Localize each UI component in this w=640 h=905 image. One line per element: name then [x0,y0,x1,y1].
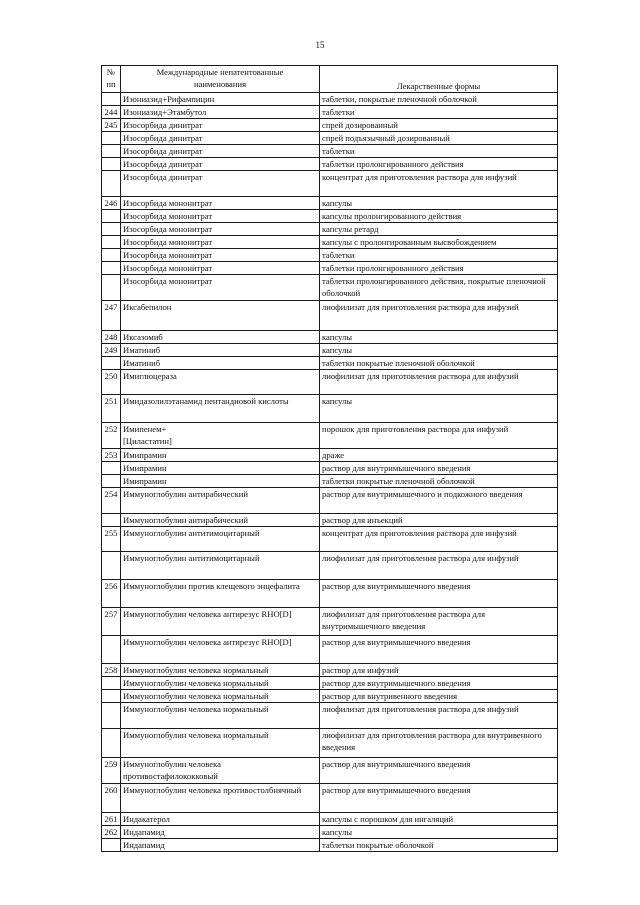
row-number-cell: 250 [102,370,121,395]
dosage-form-cell: спрей подъязычный дозированный [320,132,558,145]
dosage-form-cell: раствор для внутримышечного введения [320,580,558,608]
drug-name-cell: Индапамид [121,839,320,852]
drug-name-cell: Индапамид [121,826,320,839]
drug-name-cell: Иммуноглобулин человека нормальный [121,677,320,690]
drug-name-cell: Иматиниб [121,357,320,370]
table-row [102,210,558,223]
drug-name-cell: Иммуноглобулин человека противостафилококковый [121,758,320,784]
dosage-form-cell: капсулы ретард [320,223,558,236]
dosage-form-cell: концентрат для приготовления раствора для инфузий [320,527,558,552]
header-name: Международные непатентованные наименования [121,66,320,93]
dosage-form-cell: лиофилизат для приготовления раствора для внутримышечного введения [320,608,558,636]
drug-name-cell: Изосорбида динитрат [121,158,320,171]
drug-name-cell: Иммуноглобулин антитимоцитарный [121,527,320,552]
drug-name-cell: Изониазид+Рифампицин [121,93,320,106]
drug-name-cell: Иммуноглобулин человека нормальный [121,729,320,758]
row-number-cell [102,236,121,249]
dosage-form-cell: лиофилизат для приготовления раствора для инфузий [320,552,558,580]
row-number-cell: 249 [102,344,121,357]
drug-name-cell: Иммуноглобулин человека антирезус RHO[D] [121,608,320,636]
table-row [102,370,558,395]
row-number-cell [102,275,121,301]
row-number-cell: 257 [102,608,121,636]
dosage-form-cell: лиофилизат для приготовления раствора для инфузий [320,301,558,331]
drug-name-cell: Иммуноглобулин против клещевого энцефалита [121,580,320,608]
drug-name-cell: Изосорбида динитрат [121,145,320,158]
row-number-cell [102,249,121,262]
row-number-cell: 245 [102,119,121,132]
row-number-cell: 254 [102,488,121,514]
dosage-form-cell: таблетки, покрытые пленочной оболочкой [320,93,558,106]
dosage-form-cell: таблетки покрытые оболочкой [320,839,558,852]
dosage-form-cell: порошок для приготовления раствора для инфузий [320,423,558,449]
row-number-cell [102,677,121,690]
row-number-cell: 259 [102,758,121,784]
row-number-cell [102,223,121,236]
dosage-form-cell: таблетки [320,145,558,158]
table-row [102,395,558,423]
row-number-cell: 255 [102,527,121,552]
table-row [102,423,558,449]
table-row [102,132,558,145]
table-row [102,664,558,677]
dosage-form-cell: таблетки пролонгированного действия [320,262,558,275]
drug-name-cell: Иммуноглобулин человека противостолбнячный [121,784,320,813]
dosage-form-cell: раствор для внутримышечного введения [320,462,558,475]
table-row [102,145,558,158]
row-number-cell [102,262,121,275]
dosage-form-cell: лиофилизат для приготовления раствора для инфузий [320,370,558,395]
dosage-form-cell: раствор для внутримышечного введения [320,636,558,664]
row-number-cell [102,703,121,729]
table-row [102,636,558,664]
drug-name-cell: Иматиниб [121,344,320,357]
drug-name-cell: Иммуноглобулин антирабический [121,488,320,514]
table-row [102,552,558,580]
table-row [102,331,558,344]
table-row [102,275,558,301]
table-row [102,449,558,462]
dosage-form-cell: капсулы [320,344,558,357]
drug-name-cell: Изосорбида мононитрат [121,249,320,262]
table-row [102,475,558,488]
drug-name-cell: Изосорбида динитрат [121,132,320,145]
row-number-cell [102,132,121,145]
table-row [102,813,558,826]
dosage-form-cell: лиофилизат для приготовления раствора для внутривенного введения [320,729,558,758]
table-row [102,301,558,331]
row-number-cell [102,475,121,488]
drug-name-cell: Имиглюцераза [121,370,320,395]
drug-name-cell: Имипрамин [121,462,320,475]
table-row [102,677,558,690]
dosage-form-cell: капсулы пролонгированного действия [320,210,558,223]
header-number: № пп [102,66,121,93]
row-number-cell [102,145,121,158]
row-number-cell: 262 [102,826,121,839]
table-row [102,236,558,249]
row-number-cell: 246 [102,197,121,210]
drug-name-cell: Изосорбида мононитрат [121,197,320,210]
dosage-form-cell: раствор для внутримышечного введения [320,758,558,784]
dosage-form-cell: таблетки [320,106,558,119]
row-number-cell [102,690,121,703]
row-number-cell: 256 [102,580,121,608]
drug-name-cell: Изосорбида мононитрат [121,223,320,236]
table-row [102,119,558,132]
table-header-row [102,66,558,93]
table-row [102,344,558,357]
dosage-form-cell: таблетки пролонгированного действия [320,158,558,171]
row-number-cell: 248 [102,331,121,344]
table-row [102,262,558,275]
dosage-form-cell: таблетки покрытые пленочной оболочкой [320,357,558,370]
dosage-form-cell: таблетки пролонгированного действия, покрытые пленочной оболочкой [320,275,558,301]
table-row [102,690,558,703]
table-row [102,197,558,210]
drug-name-cell: Имипенем+ [Циластатин] [121,423,320,449]
row-number-cell: 251 [102,395,121,423]
dosage-form-cell: капсулы [320,826,558,839]
drug-name-cell: Имипрамин [121,449,320,462]
row-number-cell [102,357,121,370]
dosage-form-cell: раствор для инфузий [320,664,558,677]
dosage-form-cell: спрей дозированный [320,119,558,132]
row-number-cell: 260 [102,784,121,813]
table-row [102,826,558,839]
table-row [102,514,558,527]
drug-name-cell: Изосорбида мононитрат [121,210,320,223]
drug-name-cell: Изосорбида мононитрат [121,236,320,249]
dosage-form-cell: капсулы [320,197,558,210]
drug-name-cell: Изониазид+Этамбутол [121,106,320,119]
dosage-form-cell: концентрат для приготовления раствора для инфузий [320,171,558,197]
row-number-cell: 244 [102,106,121,119]
dosage-form-cell: капсулы [320,331,558,344]
drug-name-cell: Иммуноглобулин человека нормальный [121,703,320,729]
table-row [102,784,558,813]
dosage-form-cell: капсулы [320,395,558,423]
drug-name-cell: Имидазолилэтанамид пентандиовой кислоты [121,395,320,423]
dosage-form-cell: раствор для внутривенного введения [320,690,558,703]
table-row [102,357,558,370]
drug-name-cell: Изосорбида мононитрат [121,262,320,275]
dosage-form-cell: лиофилизат для приготовления раствора для инфузий [320,703,558,729]
dosage-form-cell: раствор для внутримышечного и подкожного введения [320,488,558,514]
table-row [102,462,558,475]
drug-name-cell: Иксабепилон [121,301,320,331]
row-number-cell [102,729,121,758]
row-number-cell [102,514,121,527]
drug-name-cell: Иммуноглобулин антирабический [121,514,320,527]
dosage-form-cell: раствор для инъекций [320,514,558,527]
drug-name-cell: Иммуноглобулин человека нормальный [121,664,320,677]
table-row [102,158,558,171]
drug-name-cell: Изосорбида динитрат [121,119,320,132]
row-number-cell [102,552,121,580]
row-number-cell [102,210,121,223]
row-number-cell [102,158,121,171]
dosage-form-cell: таблетки покрытые пленочной оболочкой [320,475,558,488]
drug-name-cell: Иммуноглобулин человека антирезус RHO[D] [121,636,320,664]
dosage-form-cell: таблетки [320,249,558,262]
table-row [102,171,558,197]
drug-name-cell: Имипрамин [121,475,320,488]
row-number-cell: 252 [102,423,121,449]
drug-name-cell: Индакатерол [121,813,320,826]
table-row [102,608,558,636]
row-number-cell: 261 [102,813,121,826]
row-number-cell [102,636,121,664]
row-number-cell [102,93,121,106]
drug-name-cell: Иксазомиб [121,331,320,344]
dosage-form-cell: капсулы с пролонгированным высвобождением [320,236,558,249]
dosage-form-cell: раствор для внутримышечного введения [320,677,558,690]
table-row [102,488,558,514]
header-form: Лекарственные формы [320,66,558,93]
row-number-cell: 258 [102,664,121,677]
table-row [102,729,558,758]
table-row [102,839,558,852]
table-row [102,703,558,729]
drug-name-cell: Иммуноглобулин антитимоцитарный [121,552,320,580]
dosage-form-cell: капсулы с порошком для ингаляций [320,813,558,826]
drug-name-cell: Иммуноглобулин человека нормальный [121,690,320,703]
drug-forms-table [101,65,558,852]
row-number-cell [102,839,121,852]
table-row [102,223,558,236]
row-number-cell: 253 [102,449,121,462]
row-number-cell [102,171,121,197]
table-row [102,758,558,784]
drug-name-cell: Изосорбида мононитрат [121,275,320,301]
table-row [102,249,558,262]
drug-name-cell: Изосорбида динитрат [121,171,320,197]
row-number-cell [102,462,121,475]
dosage-form-cell: драже [320,449,558,462]
table-row [102,106,558,119]
table-row [102,527,558,552]
page-number: 15 [315,40,325,50]
dosage-form-cell: раствор для внутримышечного введения [320,784,558,813]
table-row [102,580,558,608]
table-row [102,93,558,106]
table-body [102,93,558,852]
row-number-cell: 247 [102,301,121,331]
